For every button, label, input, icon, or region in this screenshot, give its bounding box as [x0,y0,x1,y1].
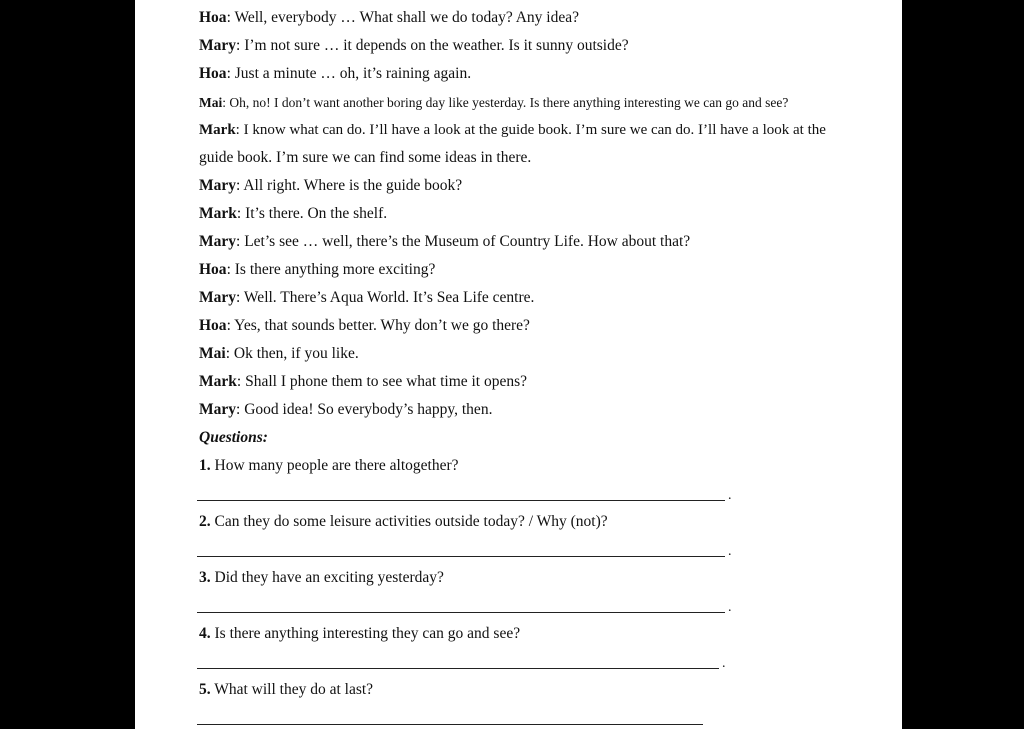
separator: : [226,9,231,26]
dialogue-line-mary-5 [199,401,492,419]
separator: : [225,345,230,362]
dialogue-text: Good idea! So everybody’s happy, then. [240,401,493,418]
answer-line-3[interactable] [197,612,725,613]
question-number: 1. [199,457,211,474]
separator: : [226,65,231,82]
dialogue-line-hoa-3 [199,261,435,279]
dialogue-line-mary-1 [199,37,629,55]
answer-line-4[interactable] [197,668,719,669]
question-text: Can they do some leisure activities outside today? / Why (not)? [210,513,608,530]
dialogue-line-mark-2 [199,205,387,223]
dialogue-text: Ok then, if you like. [230,345,359,362]
speaker: Mark [199,122,236,138]
separator: : [236,233,241,250]
dialogue-line-mark-1 [199,121,826,139]
separator: : [236,37,241,54]
dialogue-line-mary-4 [199,289,534,307]
question-text: Did they have an exciting yesterday? [210,569,444,586]
dialogue-text: Shall I phone them to see what time it opens? [241,373,528,390]
question-number: 2. [199,513,211,530]
answer-line-end-dot: . [728,488,732,503]
separator: : [235,122,240,138]
question-number: 3. [199,569,211,586]
question-1 [199,457,459,475]
dialogue-line-mark-1-continuation: guide book. I’m sure we can find some ideas in there. [199,149,532,166]
dialogue-text: I’m not sure … it depends on the weather. Is it sunny outside? [240,37,629,54]
dialogue-line-mai-1 [199,94,788,112]
separator: : [236,205,242,222]
dialogue-line-mai-2 [199,345,359,363]
speaker: Mary [199,289,237,306]
separator: : [236,401,241,418]
answer-line-5[interactable] [197,724,703,725]
dialogue-text: I know what can do. I’ll have a look at the guide book. I’m sure we can do. I’ll have a look at the [239,122,826,138]
dialogue-text: Oh, no! I don’t want another boring day like yesterday. Is there anything interesting we can go and see? [226,95,789,110]
question-number: 4. [199,625,211,642]
question-text: Is there anything interesting they can go and see? [210,625,521,642]
separator: : [226,261,231,278]
separator: : [222,95,227,110]
dialogue-line-hoa-4 [199,317,530,335]
question-5 [199,681,373,699]
answer-line-end-dot: . [722,656,726,671]
dialogue-text: Is there anything more exciting? [230,261,436,278]
dialogue-text: All right. Where is the guide book? [240,177,463,194]
question-text: How many people are there altogether? [210,457,459,474]
answer-line-end-dot: . [728,544,732,559]
speaker: Mark [199,373,237,390]
answer-line-1[interactable] [197,500,725,501]
speaker: Mary [199,233,237,250]
dialogue-line-mark-3 [199,373,527,391]
dialogue-text: Yes, that sounds better. Why don’t we go there? [230,317,530,334]
speaker: Mary [199,177,237,194]
dialogue-text: Let’s see … well, there’s the Museum of Country Life. How about that? [240,233,691,250]
dialogue-text: Well. There’s Aqua World. It’s Sea Life centre. [240,289,535,306]
separator: : [236,289,241,306]
speaker: Mai [199,345,226,362]
dialogue-line-mary-2 [199,177,462,195]
questions-heading: Questions: [199,429,268,446]
question-3 [199,569,444,587]
speaker: Hoa [199,317,227,334]
dialogue-text: Just a minute … oh, it’s raining again. [230,65,472,82]
dialogue-text: It’s there. On the shelf. [241,205,388,222]
question-4 [199,625,520,643]
dialogue-line-hoa-1 [199,9,579,27]
dialogue-line-mary-3 [199,233,690,251]
speaker: Mary [199,37,237,54]
answer-line-2[interactable] [197,556,725,557]
speaker: Mark [199,205,237,222]
question-2 [199,513,608,531]
answer-line-end-dot: . [728,600,732,615]
speaker: Mai [199,95,223,110]
separator: : [236,373,242,390]
speaker: Hoa [199,9,227,26]
speaker: Hoa [199,261,227,278]
speaker: Hoa [199,65,227,82]
question-text: What will they do at last? [210,681,374,698]
speaker: Mary [199,401,237,418]
separator: : [236,177,241,194]
separator: : [226,317,231,334]
dialogue-line-hoa-2 [199,65,471,83]
question-number: 5. [199,681,211,698]
dialogue-text: Well, everybody … What shall we do today? Any idea? [230,9,580,26]
document-page [135,0,902,729]
